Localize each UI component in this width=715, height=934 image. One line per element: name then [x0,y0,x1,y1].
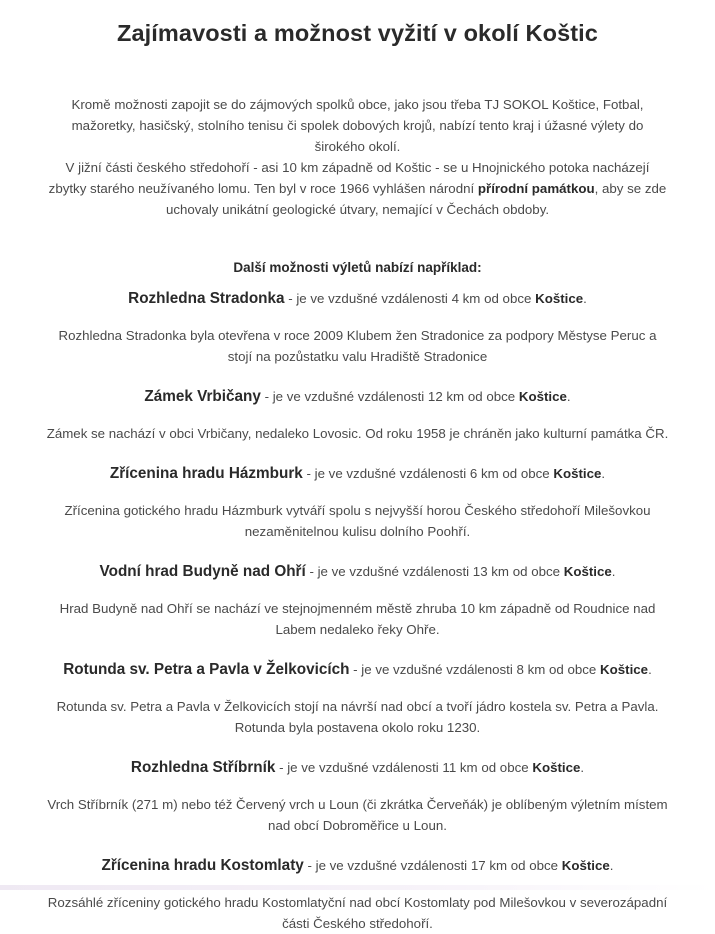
bottom-edge-strip [0,885,715,890]
intro-paragraph-2: V jižní části českého středohoří - asi 10 km západně od Koštic - se u Hnojnického potoka nacházejí zbytky starého neužívaného lomu. Ten byl v roce 1966 vyhlášen národní [48,160,650,196]
trip-name: Vodní hrad Budyně nad Ohří [99,563,306,580]
trips-lead-heading: Další možnosti výletů nabízí například: [233,260,482,275]
trip-description: Hrad Budyně nad Ohří se nachází ve stejnojmenném městě zhruba 10 km západně od Roudnice nad Labem nedaleko řeky Ohře. [59,601,656,637]
trip-town: Koštice [561,858,610,873]
trip-description: Rozsáhlé zříceniny gotického hradu Kostomlatyční nad obcí Kostomlaty pod Milešovkou v severozápadní části Českého středohoří. [47,895,668,931]
trip-heading: Vodní hrad Budyně nad Ohří - je ve vzdušné vzdálenosti 13 km od obce Koštice. [99,563,616,580]
trip-name: Zřícenina hradu Kostomlaty [101,857,304,874]
page-title: Zajímavosti a možnost vyžití v okolí Koštic [117,20,598,46]
trip-description: Rozhledna Stradonka byla otevřena v roce 2009 Klubem žen Stradonice za podpory Městyse Peruc a stojí na pozůstatku valu Hradiště Stradonice [58,328,657,364]
trip-distance: - je ve vzdušné vzdálenosti 13 km od obce [305,564,564,579]
trip-distance: - je ve vzdušné vzdálenosti 8 km od obce [349,662,601,677]
intro-bold-phrase: přírodní památkou [477,181,595,196]
trip-town: Koštice [532,760,581,775]
trip-heading: Rozhledna Stříbrník - je ve vzdušné vzdálenosti 11 km od obce Koštice. [130,759,585,776]
trip-description: Zřícenina gotického hradu Házmburk vytváří spolu s nejvyšší horou Českého středohoří Milešovkou nezaměnitelnou kulisu dolního Poohří. [64,503,651,539]
trip-name: Rotunda sv. Petra a Pavla v Želkovicích [63,661,350,678]
trip-description: Vrch Stříbrník (271 m) nebo též Červený vrch u Loun (či zkrátka Červeňák) je oblíbeným výletním místem nad obcí Dobroměřice u Loun. [47,797,668,833]
trip-name: Zřícenina hradu Házmburk [109,465,303,482]
trip-town: Koštice [535,291,584,306]
trip-name: Zámek Vrbičany [144,388,261,405]
trip-distance: - je ve vzdušné vzdálenosti 12 km od obce [260,389,519,404]
trip-heading: Zámek Vrbičany - je ve vzdušné vzdálenosti 12 km od obce Koštice. [144,388,571,405]
trip-heading: Zřícenina hradu Házmburk - je ve vzdušné vzdálenosti 6 km od obce Koštice. [109,465,606,482]
trip-distance: - je ve vzdušné vzdálenosti 11 km od obce [275,760,533,775]
trip-description: Zámek se nachází v obci Vrbičany, nedaleko Lovosic. Od roku 1958 je chráněn jako kulturní památka ČR. [46,426,669,441]
trip-description: Rotunda sv. Petra a Pavla v Želkovicích stojí na návrší nad obcí a tvoří jádro kostela sv. Petra a Pavla. Rotunda byla postavena okolo roku 1230. [56,699,659,735]
trip-town: Koštice [518,389,567,404]
trip-name: Rozhledna Stříbrník [130,759,276,776]
trip-distance: - je ve vzdušné vzdálenosti 17 km od obce [303,858,562,873]
trip-heading: Rozhledna Stradonka - je ve vzdušné vzdálenosti 4 km od obce Koštice. [128,290,587,307]
trip-town: Koštice [553,466,602,481]
trip-name: Rozhledna Stradonka [128,290,285,307]
intro-paragraph-1: Kromě možnosti zapojit se do zájmových spolků obce, jako jsou třeba TJ SOKOL Koštice, Fotbal, mažoretky, hasičský, stolního tenisu či spolek dobových krojů, nabízí tento kraj i úžasné výlety do širokého okolí. [71,97,644,154]
trip-heading: Zřícenina hradu Kostomlaty - je ve vzdušné vzdálenosti 17 km od obce Koštice. [101,857,614,874]
trip-town: Koštice [600,662,649,677]
trip-town: Koštice [563,564,612,579]
trip-heading: Rotunda sv. Petra a Pavla v Želkovicích - je ve vzdušné vzdálenosti 8 km od obce Koštice. [63,661,652,678]
trip-distance: - je ve vzdušné vzdálenosti 6 km od obce [302,466,554,481]
trip-distance: - je ve vzdušné vzdálenosti 4 km od obce [284,291,536,306]
intro-text [40,94,675,220]
intro-paragraph-2-end: , aby se zde uchovaly unikátní geologické útvary, nemající v Čechách obdoby. [165,181,667,217]
